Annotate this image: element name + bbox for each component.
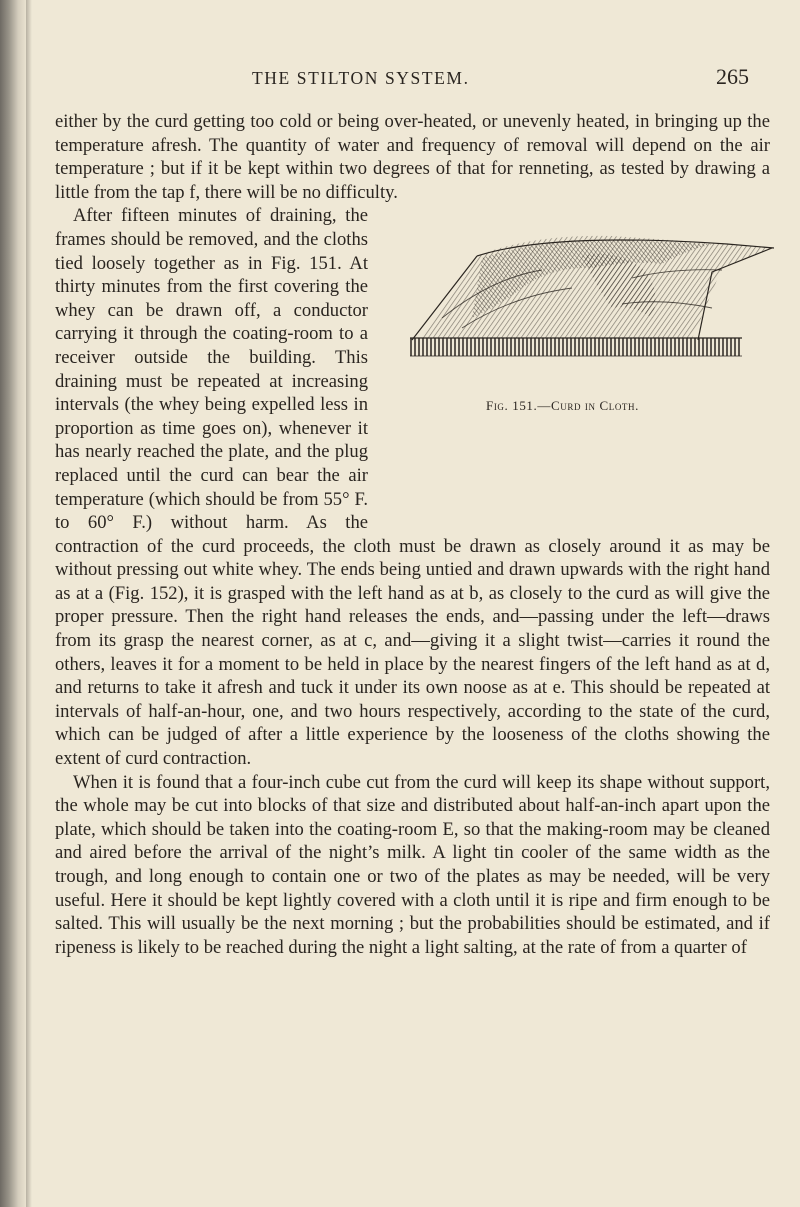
draining-plate	[410, 338, 742, 356]
figure-151	[382, 208, 776, 526]
curd-in-cloth-illustration	[382, 208, 776, 396]
paragraph-2: After fifteen minutes of draining, the frames should be removed, and the cloths tied loosely together as in Fig. 151. At thirty minutes from the first covering the whey can be drawn off, a conductor carrying it through the coating-room to a receiver outside the building. This draining must be repeated at increasing intervals (the whey being expelled less in proportion as time goes on), whenever it has nearly reached the plate, and the plug replaced until the curd can bear the air temperature (which should be from 55° F. to 60° F.) without harm. As the contraction of the curd proceeds, the cloth must be drawn as closely around it as may be without pressing out white whey. The ends being untied and drawn upwards with the right hand as at a (Fig. 152), it is grasped with the left hand as at b, as closely to the curd as will give the proper pressure. Then the right hand releases the ends, and—passing under the left—draws from its grasp the nearest corner, as at c, and—giving it a slight twist—carries it round the others, leaves it for a moment to be held in place by the nearest fingers of the left hand as at d, and returns to take it afresh and tuck it under its own noose as at e. This should be repeated at intervals of half-an-hour, one, and two hours respectively, according to the state of the curd, which can be judged of after a little experience by the looseness of the cloths showing the extent of curd contraction.	[55, 205, 770, 770]
figure-caption: Fig. 151.—Curd in Cloth.	[486, 398, 639, 414]
body-text	[55, 110, 770, 959]
page-header	[0, 66, 800, 96]
book-binding-edge	[0, 0, 26, 1207]
binding-shadow	[26, 0, 32, 1207]
page-number: 265	[716, 64, 749, 89]
paragraph-3: When it is found that a four-inch cube cut from the curd will keep its shape without support, the whole may be cut into blocks of that size and distributed about half-an-inch apart upon the plate, which should be taken into the coating-room E, so that the making-room may be cleaned and aired before the arrival of the night’s milk. A light tin cooler of the same width as the trough, and long enough to contain one or two of the plates as may be needed, will be very useful. Here it should be kept lightly covered with a cloth until it is ripe and firm enough to be salted. This will usually be the next morning ; but the probabilities should be estimated, and if ripeness is likely to be reached during the night a light salting, at the rate of from a quarter of	[55, 771, 770, 958]
running-head: THE STILTON SYSTEM.	[252, 68, 470, 88]
paragraph-1: either by the curd getting too cold or being over-heated, or unevenly heated, in bringing up the temperature afresh. The quantity of water and frequency of removal will depend on the air temperature ; but if it be kept within two degrees of that for renneting, as tested by drawing a little from the tap f, there will be no difficulty.	[55, 111, 770, 203]
